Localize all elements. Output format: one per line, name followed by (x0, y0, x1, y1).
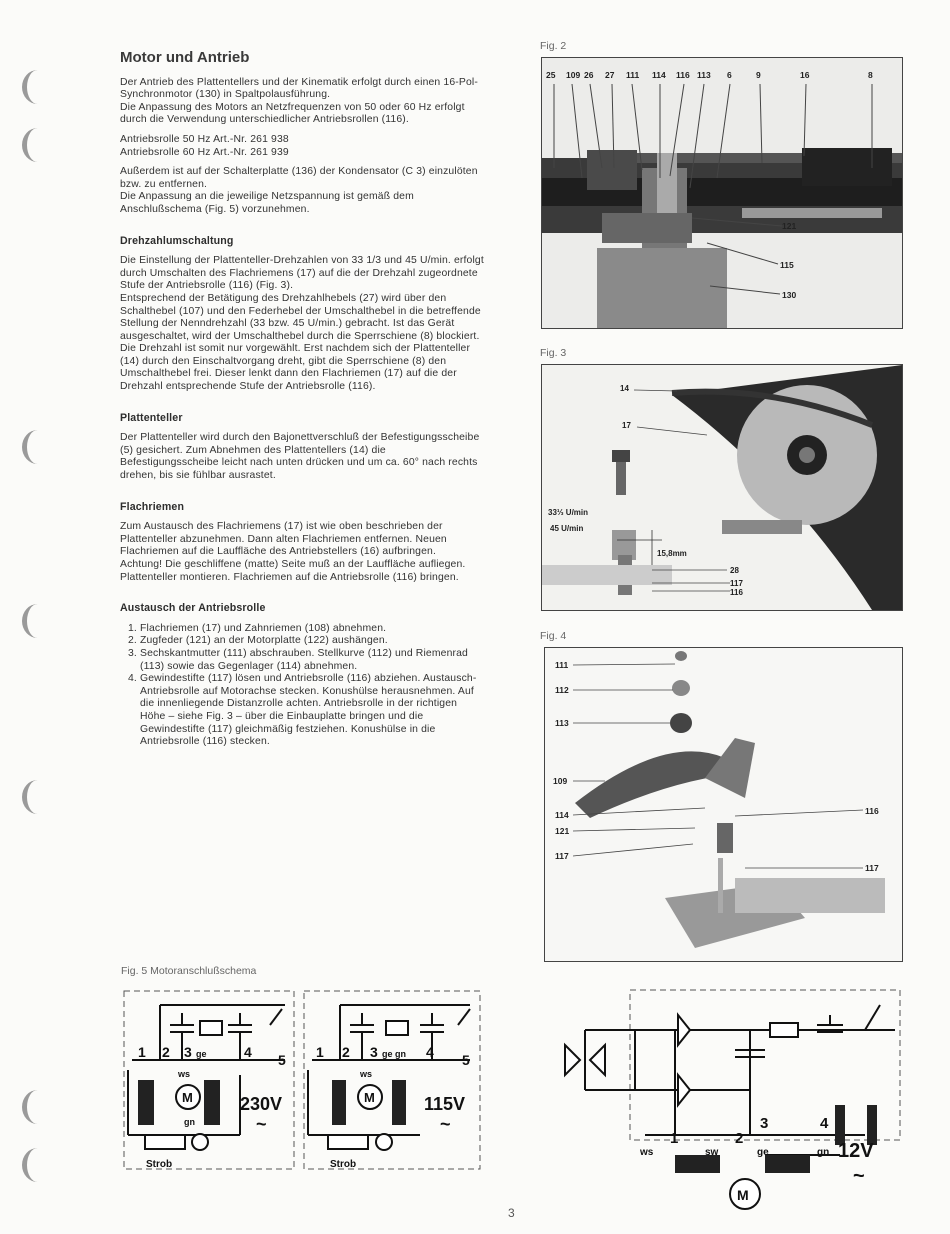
wire-color-label: gn (184, 1117, 195, 1127)
part-number-50hz: Antriebsrolle 50 Hz Art.-Nr. 261 938 (120, 133, 289, 145)
intro-paragraph: Der Antrieb des Plattentellers und der Kinematik erfolgt durch einen 16-Pol-Synchronmotor (130) in Spaltpolausführung. (120, 76, 478, 101)
binder-hole-mark (22, 70, 53, 104)
fig3-label: 116 (730, 588, 743, 597)
plattenteller-paragraph: Der Plattenteller wird durch den Bajonettverschluß der Befestigungsscheibe (5) gesichert. Zum Abnehmen des Plattentellers (14) die Befestigungsscheibe leicht nach unten drücken und um ca. 60° nach rechts drehen, bis sie fühlbar ausrastet. (120, 432, 480, 482)
fig5-caption: Fig. 5 Motoranschlußschema (121, 965, 257, 977)
fig4-label: 111 (555, 660, 569, 670)
terminal-label: 1 (670, 1130, 679, 1147)
terminal-label: 3 (760, 1115, 769, 1132)
ac-symbol: ~ (853, 1165, 865, 1187)
flachriemen-paragraph: Zum Austausch des Flachriemens (17) ist wie oben beschrieben der Plattenteller abzunehmen. Dann alten Flachriemen entfernen. Neuen Flachriemen auf die Lauffläche des Antriebstellers (16) aufbringen. (120, 521, 447, 558)
text-column (120, 49, 484, 749)
fig2-illustration (542, 58, 902, 328)
fig3-caption: Fig. 3 (540, 347, 567, 359)
ac-symbol: ~ (440, 1114, 451, 1134)
fig3-label: 33⅓ U/min (548, 508, 589, 517)
austausch-steps (120, 623, 484, 749)
fig4-exploded-view (544, 647, 903, 962)
terminal-label: 3 (184, 1044, 192, 1060)
heading-austausch: Austausch der Antriebsrolle (120, 602, 266, 615)
fig4-label: 117 (555, 851, 569, 861)
page-number: 3 (508, 1206, 515, 1220)
strob-label: Strob (146, 1159, 173, 1170)
fig2-label: 113 (697, 70, 711, 80)
wire-color-label: ge (196, 1049, 207, 1059)
heading-drehzahl: Drehzahlumschaltung (120, 234, 234, 247)
wire-color-label: ge (757, 1147, 769, 1158)
wire-color-label: sw (705, 1147, 719, 1158)
binder-hole-mark (22, 128, 53, 162)
fig3-label: 28 (730, 566, 739, 575)
part-number-60hz: Antriebsrolle 60 Hz Art.-Nr. 261 939 (120, 146, 289, 158)
svg-text:M: M (182, 1090, 193, 1105)
fig4-label: 116 (865, 806, 879, 816)
svg-text:M: M (737, 1187, 749, 1203)
fig3-label: 15,8mm (657, 549, 687, 558)
fig3-label: 14 (620, 384, 629, 393)
fig3-label: 117 (730, 579, 743, 588)
fig2-label: 115 (780, 260, 794, 270)
binder-hole-mark (22, 1148, 53, 1182)
fig2-caption: Fig. 2 (540, 40, 567, 52)
wire-color-label: ws (640, 1147, 654, 1158)
list-item: 2. Zugfeder (121) an der Motorplatte (122) aushängen. (140, 635, 484, 648)
fig3-photo (541, 364, 903, 611)
drehzahl-paragraph: Die Einstellung der Plattenteller-Drehzahlen von 33 1/3 und 45 U/min. erfolgt durch Umschalten des Flachriemens (17) auf die der Drehzahl zugeordnete Stufe der Antriebsrolle (116) (Fig. 3). (120, 255, 484, 292)
fig2-label: 116 (676, 70, 690, 80)
fig2-label: 130 (782, 290, 797, 300)
fig4-caption: Fig. 4 (540, 630, 567, 642)
fig3-label: 45 U/min (550, 524, 584, 533)
fig2-label: 27 (605, 70, 615, 80)
fig3-illustration (542, 365, 902, 610)
fig4-label: 112 (555, 685, 569, 695)
terminal-label: 4 (820, 1115, 829, 1132)
binder-hole-mark (22, 780, 53, 814)
heading-plattenteller: Plattenteller (120, 411, 183, 424)
fig4-illustration (545, 648, 902, 961)
drehzahl-paragraph: Entsprechend der Betätigung des Drehzahlhebels (27) wird über den Schalthebel (107) und den Federhebel der Umschalthebel in die betreffende Stellung der Nenndrehzahl (33 bzw. 45 U/min.) gebracht. Ist das Gerät ausgeschaltet, wird der Umschalthebel durch die Sperrschiene (8) blockiert. Die Drehzahl ist somit nur vorgewählt. Erst nachdem sich der Plattenteller (14) durch den Einschaltvorgang dreht, gibt die Sperrschiene (8) den Umschalthebel frei. Dieser lenkt dann den Flachriemen (17) auf die der Drehzahl entsprechende Stufe der Antriebsrolle (116). (120, 292, 481, 393)
fig2-label: 111 (626, 70, 640, 80)
fig5-schematic-115v (300, 985, 485, 1175)
fig4-label: 109 (553, 776, 568, 786)
fig2-label: 114 (652, 70, 666, 80)
section-title: Motor und Antrieb (120, 49, 250, 66)
ac-symbol: ~ (256, 1114, 267, 1134)
fig4-label: 114 (555, 810, 569, 820)
fig2-label: 9 (756, 70, 761, 80)
wire-color-label: ge gn (382, 1049, 406, 1059)
voltage-label: 115V (424, 1094, 466, 1114)
intro-paragraph: Außerdem ist auf der Schalterplatte (136) der Kondensator (C 3) einzulöten bzw. zu entfernen. (120, 166, 478, 190)
binder-hole-mark (22, 604, 53, 638)
fig5-schematic-12v (535, 985, 905, 1215)
heading-flachriemen: Flachriemen (120, 500, 185, 513)
intro-paragraph: Die Anpassung an die jeweilige Netzspannung ist gemäß dem Anschlußschema (Fig. 5) vorzunehmen. (120, 191, 414, 215)
fig3-label: 17 (622, 421, 631, 430)
fig2-label: 8 (868, 70, 873, 80)
strob-label: Strob (330, 1159, 357, 1170)
fig4-label: 113 (555, 718, 569, 728)
list-item: 4. Gewindestifte (117) lösen und Antriebsrolle (116) abziehen. Austausch-Antriebsrolle auf Motorachse stecken. Konushülse herausnehmen. Auf die innenliegende Distanzrolle achten. Antriebsrolle in der richtigen Höhe – siehe Fig. 3 – über die Einbauplatte bringen und die Gewindestifte (117) gleichmäßig festziehen. Konushülse in die Antriebsrolle (116) stecken. (140, 673, 484, 749)
fig2-label: 26 (584, 70, 594, 80)
terminal-label: 3 (370, 1044, 378, 1060)
list-item: 1. Flachriemen (17) und Zahnriemen (108) abnehmen. (140, 623, 484, 636)
binder-hole-mark (22, 430, 53, 464)
terminal-label: 4 (426, 1044, 434, 1060)
flachriemen-paragraph: Achtung! Die geschliffene (matte) Seite muß an der Lauffläche aufliegen. Plattenteller montieren. Flachriemen auf die Antriebsrolle (116) bringen. (120, 559, 466, 583)
terminal-label: 5 (462, 1052, 470, 1068)
list-item: 3. Sechskantmutter (111) abschrauben. Stellkurve (112) und Riemenrad (113) sowie das Gegenlager (114) abnehmen. (140, 648, 484, 673)
fig4-label: 121 (555, 826, 570, 836)
fig5-schematic-230v (120, 985, 300, 1175)
fig2-label: 6 (727, 70, 732, 80)
fig2-label: 109 (566, 70, 581, 80)
terminal-label: 2 (342, 1044, 350, 1060)
terminal-label: 1 (316, 1044, 324, 1060)
wire-color-label: ws (360, 1069, 373, 1079)
fig4-label: 117 (865, 863, 879, 873)
terminal-label: 2 (735, 1130, 744, 1147)
fig2-label: 16 (800, 70, 810, 80)
terminal-label: 5 (278, 1052, 286, 1068)
fig2-label: 121 (782, 221, 797, 231)
wire-color-label: gn (817, 1147, 830, 1158)
svg-text:M: M (364, 1090, 375, 1105)
binder-hole-mark (22, 1090, 53, 1124)
voltage-label: 230V (240, 1094, 283, 1114)
intro-paragraph: Die Anpassung des Motors an Netzfrequenzen von 50 oder 60 Hz erfolgt durch die Verwendung unterschiedlicher Antriebsrollen (116). (120, 101, 465, 126)
wire-color-label: ws (178, 1069, 191, 1079)
terminal-label: 4 (244, 1044, 252, 1060)
fig2-photo (541, 57, 903, 329)
terminal-label: 2 (162, 1044, 170, 1060)
terminal-label: 1 (138, 1044, 146, 1060)
voltage-label: 12V (838, 1140, 874, 1162)
fig2-label: 25 (546, 70, 556, 80)
